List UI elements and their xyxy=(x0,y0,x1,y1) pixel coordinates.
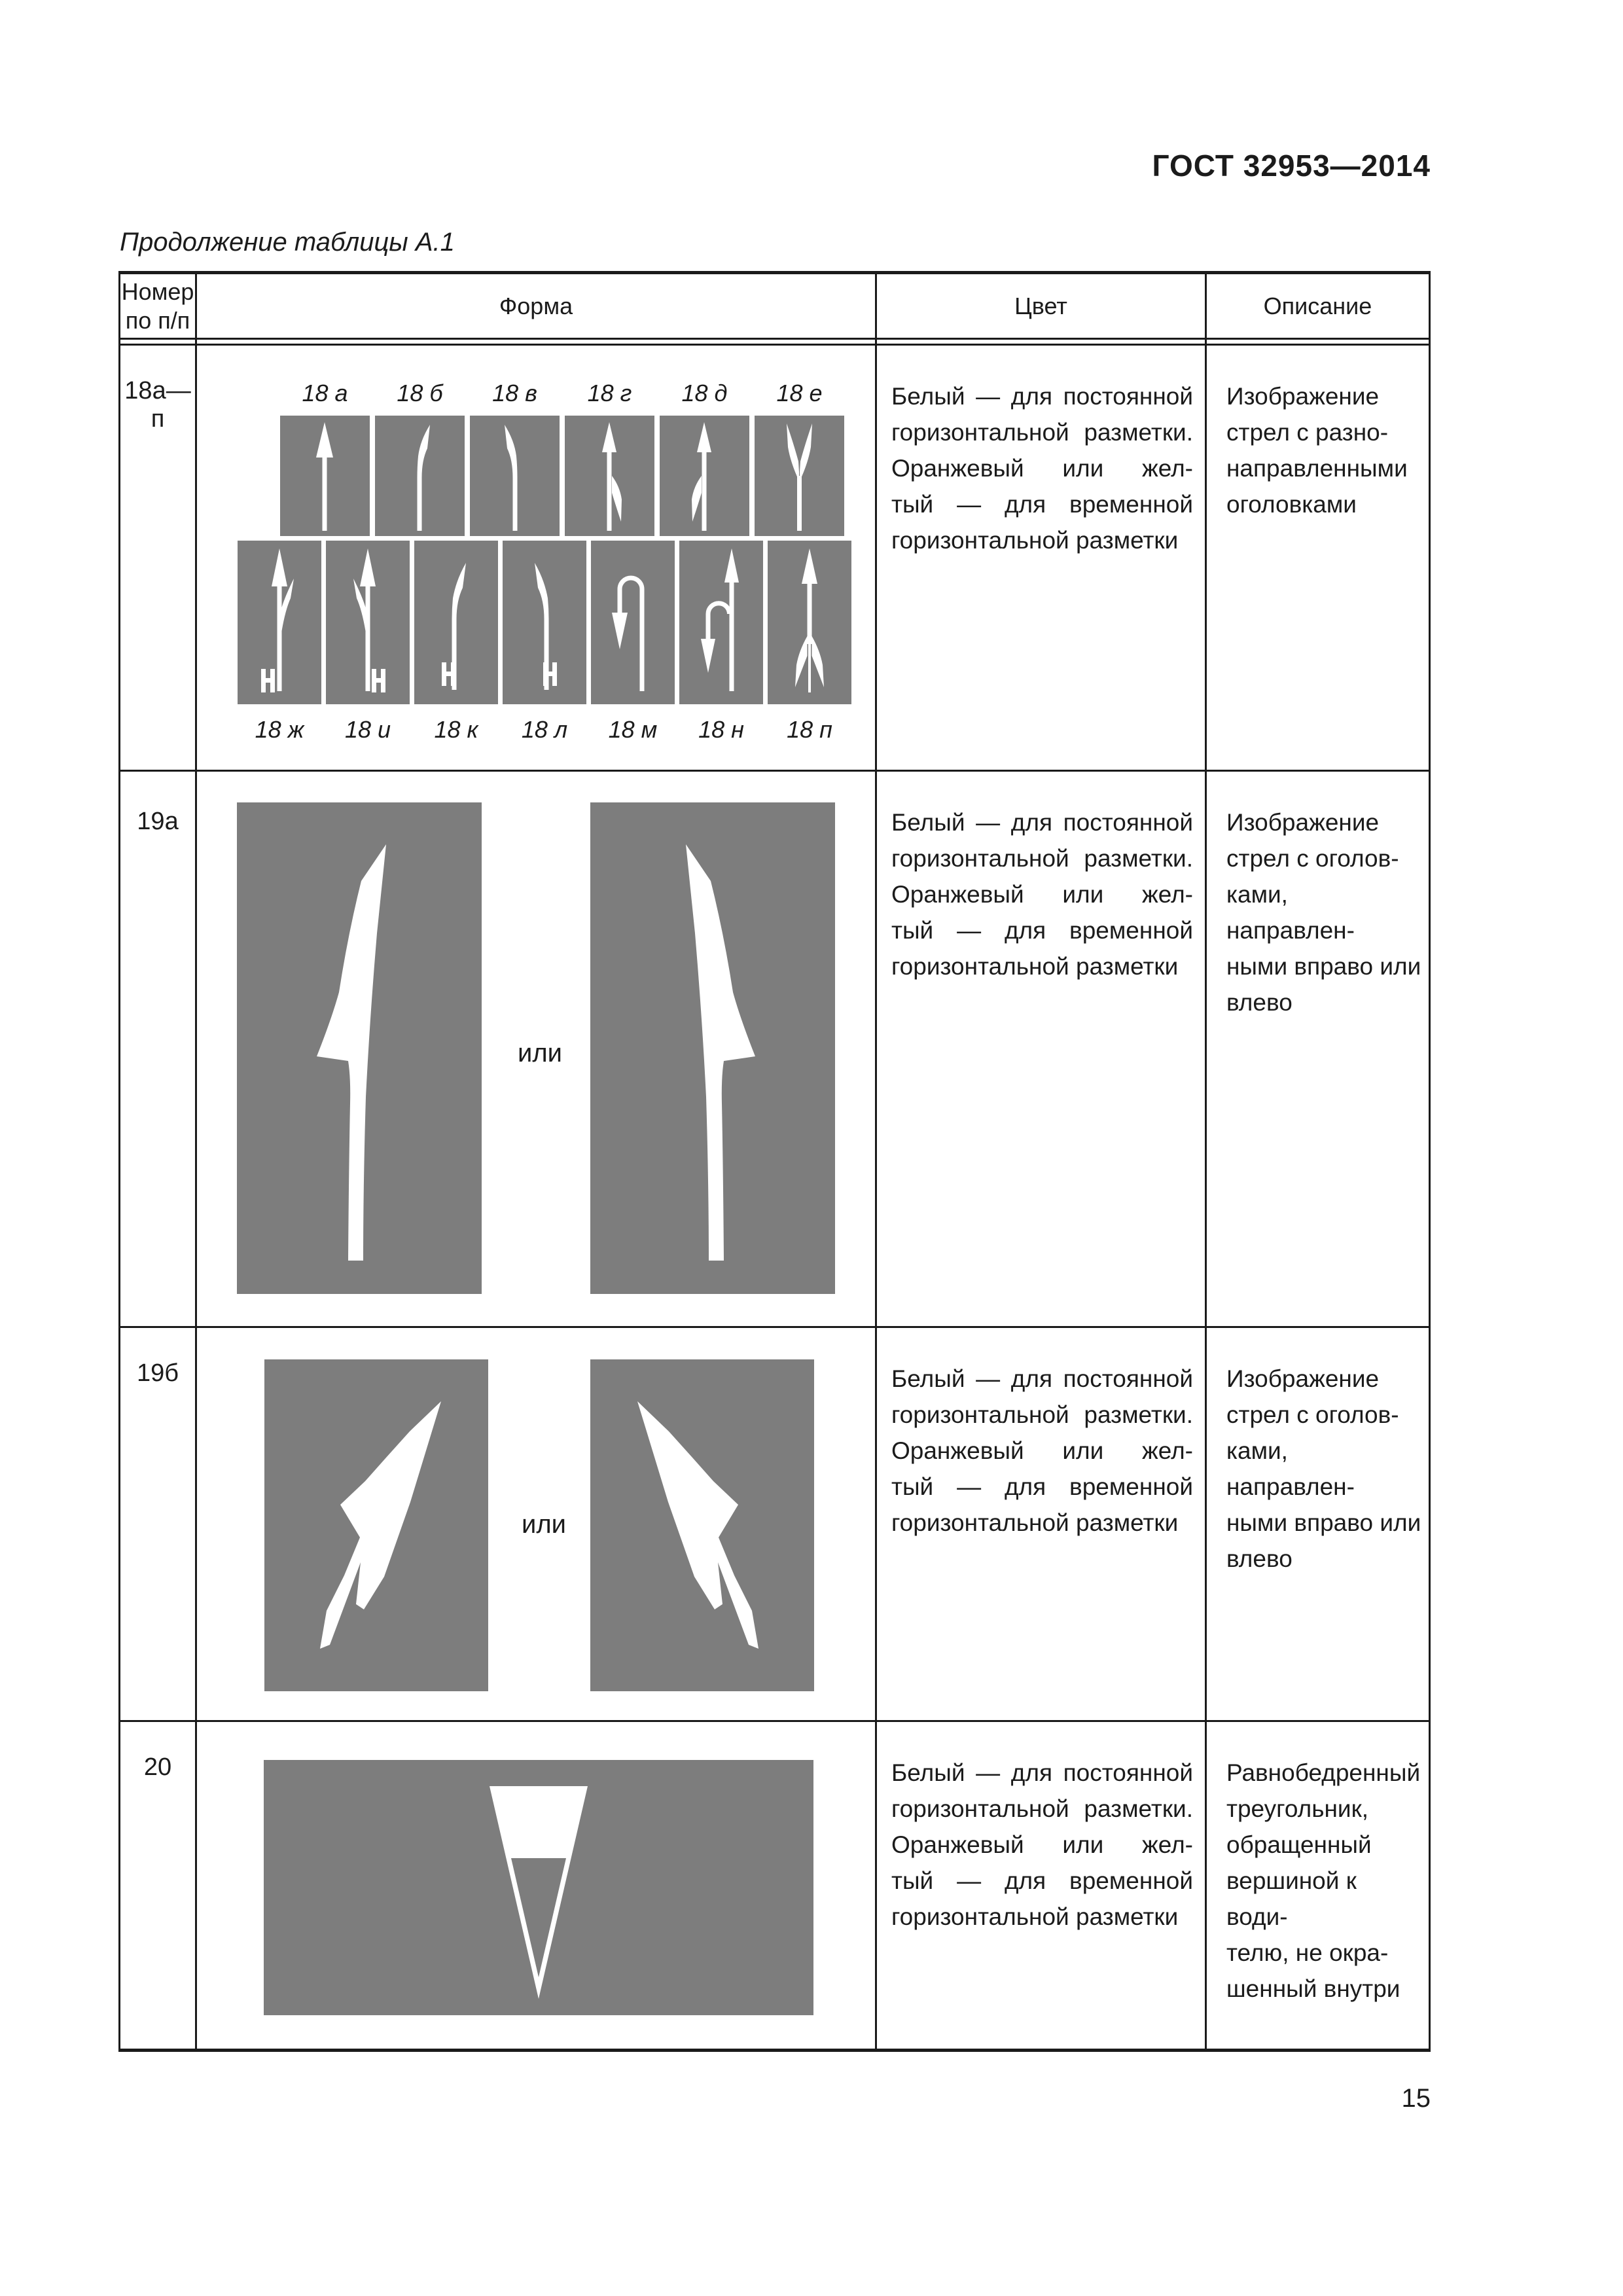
row-19b-color xyxy=(877,1328,1207,1722)
color-text-line: тый — для временной xyxy=(891,917,1193,944)
standard-reference: ГОСТ 32953—2014 xyxy=(1152,149,1431,183)
header-description-label: Описание xyxy=(1263,292,1372,319)
header-double-rule xyxy=(1207,340,1429,346)
row-19a-color xyxy=(877,772,1207,1328)
marking-18v-left-bend-arrow-icon xyxy=(470,416,560,536)
label-18v: 18 в xyxy=(492,380,537,406)
color-text-line: Оранжевый или жел- xyxy=(891,1437,1193,1464)
marking-18zh-straight-right-branch-icon xyxy=(238,541,321,704)
label-18b: 18 б xyxy=(397,380,443,406)
description-text-line: Изображение xyxy=(1226,809,1380,836)
label-18d: 18 д xyxy=(681,380,728,406)
description-text-line: ками, направлен- xyxy=(1226,881,1355,944)
label-18a: 18 а xyxy=(302,380,348,406)
description-text-line: ками, направлен- xyxy=(1226,1437,1355,1500)
header-number-line1: Номер xyxy=(121,278,194,305)
marking-18b-right-bend-arrow-icon xyxy=(375,416,465,536)
color-text-line: тый — для временной xyxy=(891,491,1193,518)
marking-19b-diagonal-arrow-right-icon xyxy=(264,1359,488,1691)
or-separator: или xyxy=(517,1039,563,1067)
color-text-line: Белый — для постоянной xyxy=(891,809,1193,836)
description-text-line: влево xyxy=(1226,989,1293,1016)
description-text-line: ными вправо или xyxy=(1226,953,1421,980)
header-double-rule xyxy=(197,340,877,346)
description-text-line: направленными xyxy=(1226,455,1408,482)
row-19a-description xyxy=(1207,772,1429,1328)
color-text-line: Белый — для постоянной xyxy=(891,1759,1193,1786)
row-18-color xyxy=(877,346,1207,772)
description-text-line: телю, не окра- xyxy=(1226,1939,1389,1966)
color-text-line: горизонтальной разметки. xyxy=(891,419,1193,446)
description-text-line: Изображение xyxy=(1226,1365,1380,1392)
color-text-line: Оранжевый или жел- xyxy=(891,881,1193,908)
header-double-rule xyxy=(120,340,197,346)
marking-18g-straight-and-right-arrow-icon xyxy=(565,416,654,536)
or-separator: или xyxy=(521,1510,567,1539)
row-18-description xyxy=(1207,346,1429,772)
description-text-line: обращенный xyxy=(1226,1831,1372,1858)
description-text-line: стрел с разно- xyxy=(1226,419,1389,446)
color-text-line: горизонтальной разметки xyxy=(891,527,1179,554)
row-20-description xyxy=(1207,1722,1429,2049)
description-text-line: оголовками xyxy=(1226,491,1357,518)
label-18g: 18 г xyxy=(587,380,632,406)
marking-18i-straight-left-branch-icon xyxy=(326,541,410,704)
color-text-line: горизонтальной разметки. xyxy=(891,845,1193,872)
color-text-line: горизонтальной разметки xyxy=(891,1509,1179,1536)
label-18p: 18 п xyxy=(787,716,832,743)
color-text-line: горизонтальной разметки. xyxy=(891,1795,1193,1822)
description-text-line: влево xyxy=(1226,1545,1293,1572)
label-18n: 18 н xyxy=(698,716,744,743)
label-18e: 18 е xyxy=(776,380,823,406)
header-form-label: Форма xyxy=(499,292,573,319)
description-text-line: ными вправо или xyxy=(1226,1509,1421,1536)
description-text-line: Изображение xyxy=(1226,383,1380,410)
row-19b-form xyxy=(197,1328,877,1722)
description-text-line: стрел с оголов- xyxy=(1226,845,1399,872)
marking-19a-curved-arrow-left-icon xyxy=(590,802,835,1294)
label-18m: 18 м xyxy=(608,716,658,743)
row-20-form xyxy=(197,1722,877,2049)
header-color-label: Цвет xyxy=(1014,292,1067,319)
marking-18l-left-bend-icon xyxy=(503,541,586,704)
description-text-line: вершиной к води- xyxy=(1226,1867,1357,1930)
color-text-line: горизонтальной разметки. xyxy=(891,1401,1193,1428)
row-19b-number: 19б xyxy=(120,1328,197,1722)
row-18-number: 18а—п xyxy=(120,346,197,772)
row-20-color xyxy=(877,1722,1207,2049)
header-number-line2: по п/п xyxy=(125,306,190,334)
label-18zh: 18 ж xyxy=(255,716,304,743)
header-form xyxy=(197,274,877,340)
description-text-line: Равнобедренный xyxy=(1226,1759,1421,1786)
label-18l: 18 л xyxy=(521,716,568,743)
header-number xyxy=(120,274,197,340)
table-continuation-caption: Продолжение таблицы А.1 xyxy=(120,228,455,257)
header-color xyxy=(877,274,1207,340)
marking-18k-right-bend-icon xyxy=(414,541,498,704)
color-text-line: Оранжевый или жел- xyxy=(891,1831,1193,1858)
page-number: 15 xyxy=(1401,2084,1431,2113)
marking-18a-straight-arrow-icon xyxy=(280,416,370,536)
row-19b-description xyxy=(1207,1328,1429,1722)
marking-18m-u-turn-icon xyxy=(591,541,675,704)
color-text-line: Белый — для постоянной xyxy=(891,383,1193,410)
description-text-line: шенный внутри xyxy=(1226,1975,1400,2002)
marking-18p-straight-and-down-split-icon xyxy=(768,541,851,704)
color-text-line: Белый — для постоянной xyxy=(891,1365,1193,1392)
marking-18n-straight-and-u-turn-icon xyxy=(679,541,763,704)
row-19a-number: 19а xyxy=(120,772,197,1328)
marking-19a-curved-arrow-right-icon xyxy=(237,802,482,1294)
color-text-line: тый — для временной xyxy=(891,1867,1193,1894)
marking-20-give-way-triangle-icon xyxy=(264,1760,813,2015)
row-20-number: 20 xyxy=(120,1722,197,2049)
color-text-line: горизонтальной разметки xyxy=(891,953,1179,980)
description-text-line: треугольник, xyxy=(1226,1795,1369,1822)
row-18-form xyxy=(197,346,877,772)
header-double-rule xyxy=(877,340,1207,346)
marking-19b-diagonal-arrow-left-icon xyxy=(590,1359,814,1691)
header-description xyxy=(1207,274,1429,340)
marking-18d-straight-and-left-arrow-icon xyxy=(660,416,749,536)
markings-table xyxy=(118,271,1431,2052)
color-text-line: горизонтальной разметки xyxy=(891,1903,1179,1930)
description-text-line: стрел с оголов- xyxy=(1226,1401,1399,1428)
color-text-line: Оранжевый или жел- xyxy=(891,455,1193,482)
label-18i: 18 и xyxy=(344,716,391,743)
row-19a-form xyxy=(197,772,877,1328)
label-18k: 18 к xyxy=(434,716,478,743)
marking-18e-split-arrow-icon xyxy=(755,416,844,536)
color-text-line: тый — для временной xyxy=(891,1473,1193,1500)
